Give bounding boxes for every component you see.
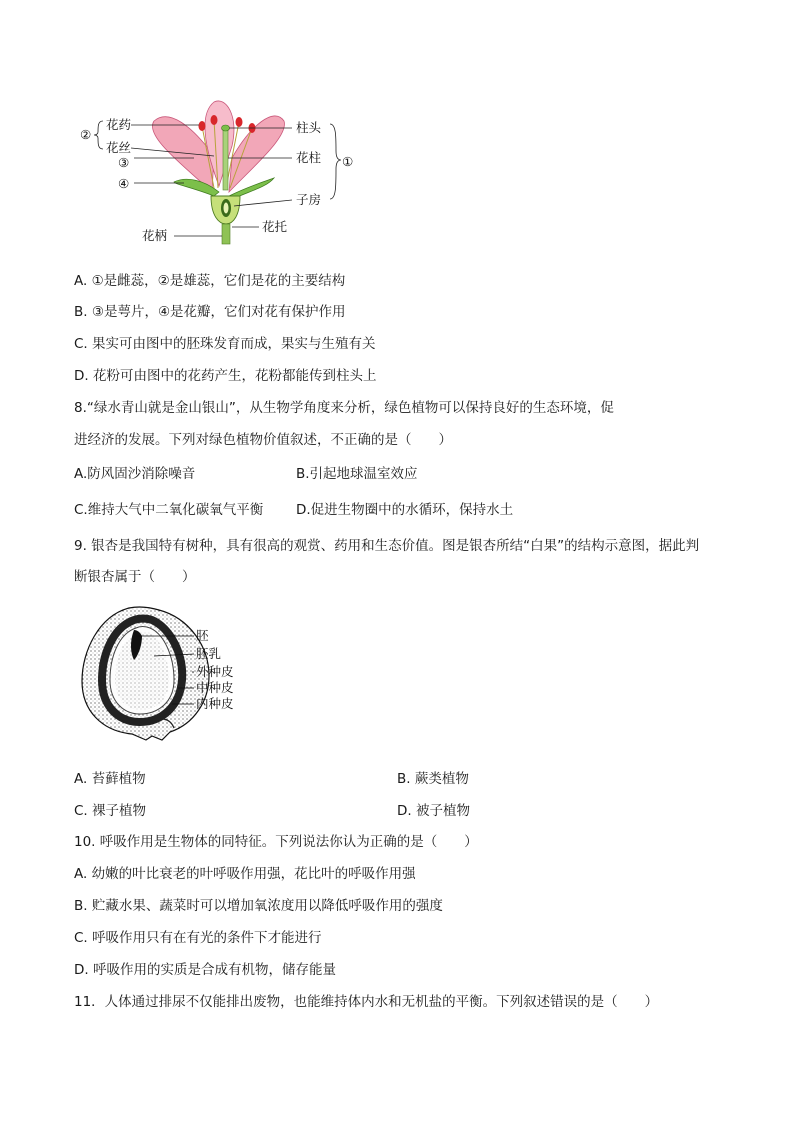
label-style: 花柱 — [296, 150, 322, 165]
q7-option-a: A. ①是雌蕊，②是雄蕊，它们是花的主要结构 — [74, 273, 346, 289]
label-receptacle: 花托 — [262, 219, 288, 234]
q10-option-b: B. 贮藏水果、蔬菜时可以增加氧浓度用以降低呼吸作用的强度 — [74, 898, 443, 914]
q10-stem: 10. 呼吸作用是生物体的同特征。下列说法你认为正确的是（ ） — [74, 834, 478, 850]
q9-option-b: B. 蕨类植物 — [397, 771, 469, 787]
label-num4: ④ — [118, 176, 130, 191]
q10-option-a: A. 幼嫩的叶比衰老的叶呼吸作用强，花比叶的呼吸作用强 — [74, 866, 416, 882]
q9-stem-line1: 9. 银杏是我国特有树种，具有很高的观赏、药用和生态价值。图是银杏所结“白果”的结构示意图，据此判 — [74, 538, 700, 554]
q11-stem: 11．人体通过排尿不仅能排出废物，也能维持体内水和无机盐的平衡。下列叙述错误的是（ ） — [74, 994, 659, 1010]
q9-option-d: D. 被子植物 — [397, 803, 470, 819]
label-middle-seed-coat: 中种皮 — [196, 680, 234, 695]
anther — [211, 115, 218, 125]
q9-option-a: A. 苔藓植物 — [74, 771, 146, 787]
flower-structure-figure — [74, 96, 364, 246]
label-stigma: 柱头 — [296, 120, 322, 135]
q8-stem-line1: 8.“绿水青山就是金山银山”，从生物学角度来分析，绿色植物可以保持良好的生态环境，促 — [74, 400, 614, 416]
pedicel — [222, 224, 230, 244]
anther — [236, 117, 243, 127]
q9-option-c: C. 裸子植物 — [74, 803, 147, 819]
label-ovary: 子房 — [296, 192, 322, 207]
q7-option-d: D. 花粉可由图中的花药产生，花粉都能传到柱头上 — [74, 368, 377, 384]
ginkgo-seed-figure — [74, 606, 274, 746]
q8-option-c: C.维持大气中二氧化碳氧气平衡 — [74, 502, 264, 518]
q8-option-d: D.促进生物圈中的水循环，保持水土 — [296, 502, 514, 518]
q8-option-b: B.引起地球温室效应 — [296, 466, 418, 482]
anther — [199, 121, 206, 131]
label-filament: 花丝 — [106, 140, 132, 155]
label-inner-seed-coat: 内种皮 — [196, 696, 234, 711]
q10-option-c: C. 呼吸作用只有在有光的条件下才能进行 — [74, 930, 322, 946]
q8-option-a: A.防风固沙消除噪音 — [74, 466, 196, 482]
label-outer-seed-coat: 外种皮 — [196, 664, 234, 679]
label-num1: ① — [342, 154, 354, 169]
q7-option-b: B. ③是萼片，④是花瓣，它们对花有保护作用 — [74, 304, 346, 320]
right-petal — [229, 116, 284, 192]
q10-option-d: D. 呼吸作用的实质是合成有机物，储存能量 — [74, 962, 336, 978]
label-endosperm: 胚乳 — [196, 646, 222, 661]
pistil-stigma — [222, 125, 230, 131]
label-num3: ③ — [118, 155, 130, 170]
label-anther: 花药 — [106, 117, 132, 132]
q9-stem-line2: 断银杏属于（ ） — [74, 569, 196, 585]
label-pedicel: 花柄 — [142, 228, 168, 243]
pistil-style — [223, 128, 228, 190]
q8-stem-line2: 进经济的发展。下列对绿色植物价值叙述，不正确的是（ ） — [74, 432, 452, 448]
label-num2: ② — [80, 127, 92, 142]
q7-option-c: C. 果实可由图中的胚珠发育而成，果实与生殖有关 — [74, 336, 376, 352]
label-embryo: 胚 — [196, 628, 209, 643]
